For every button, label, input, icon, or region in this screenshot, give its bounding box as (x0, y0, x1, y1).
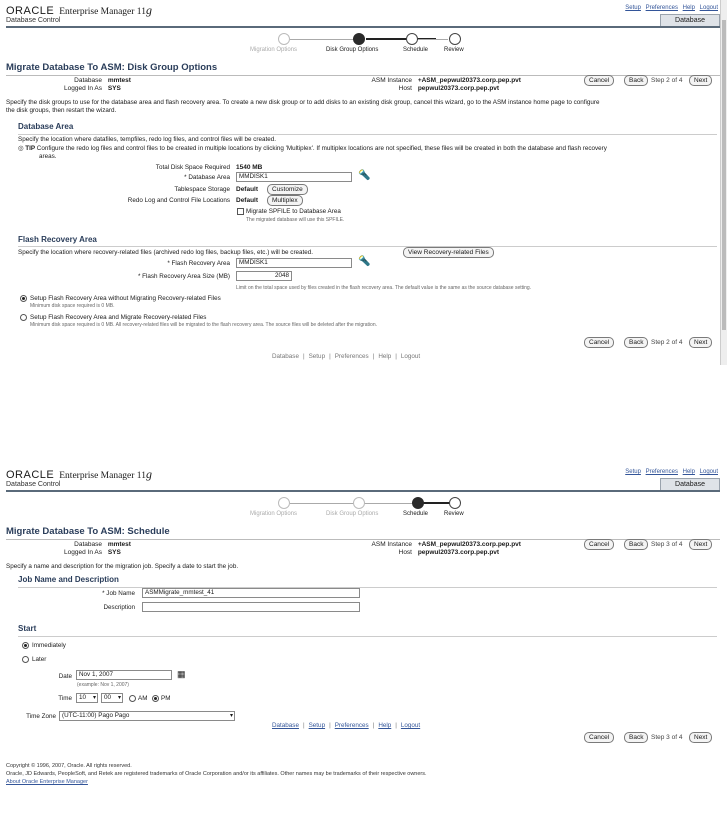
tab-database[interactable]: Database (660, 14, 720, 26)
host-info: Host pepwul20373.corp.pep.pvt (398, 549, 500, 556)
logout-link[interactable]: Logout (699, 469, 718, 475)
train-connector (418, 39, 448, 40)
tip-text: ◎ TIP Configure the redo log files and control files to be created in multiple locations by clicking 'Multiplex'. If multiplex locations are not specified, these files will be created in both the database and flash recovery (18, 145, 607, 152)
footer-help-link[interactable]: Help (378, 353, 392, 360)
cancel-button[interactable]: Cancel (584, 75, 614, 86)
time-zone-label: Time Zone (26, 713, 56, 720)
minute-select[interactable]: 00 ▾ (101, 693, 123, 703)
setup-fra-without-migrating-radio[interactable] (20, 295, 27, 302)
step-indicator: Step 2 of 4 (651, 77, 683, 84)
job-name-input[interactable]: ASMMigrate_mmtest_41 (142, 588, 360, 598)
flashlight-search-icon[interactable]: 🔦 (358, 170, 371, 181)
cancel-button[interactable]: Cancel (584, 539, 614, 550)
fra-location-label: * Flash Recovery Area (167, 260, 230, 267)
database-area-label: * Database Area (184, 174, 230, 181)
option-note: Minimum disk space required is 0 MB. All recovery-related files will be migrated to the flash recovery area. The source files will be deleted after the migration. (30, 322, 378, 328)
setup-link[interactable]: Setup (625, 469, 641, 475)
date-example: (example: Nov 1, 2007) (77, 682, 129, 688)
copyright-text: Copyright © 1996, 2007, Oracle. All rights reserved. (6, 763, 132, 769)
job-name-heading: Job Name and Description (18, 575, 119, 584)
fra-size-input[interactable]: 2048 (236, 271, 292, 281)
database-info: Database mmtest (74, 541, 131, 548)
tablespace-storage-value: Default (236, 186, 259, 193)
global-links (622, 469, 718, 475)
flashlight-search-icon[interactable]: 🔦 (358, 256, 371, 267)
multiplex-button[interactable]: Multiplex (267, 195, 303, 206)
oracle-logo: ORACLE Enterprise Manager 11g (6, 3, 152, 17)
setup-link[interactable]: Setup (625, 5, 641, 11)
train-step-migration-options-icon[interactable] (278, 33, 290, 45)
date-input[interactable]: Nov 1, 2007 (76, 670, 172, 680)
immediately-label: Immediately (32, 642, 66, 649)
spfile-note: The migrated database will use this SPFILE. (246, 217, 345, 223)
section-divider (18, 587, 717, 588)
header-divider (6, 490, 720, 492)
next-button[interactable]: Next (689, 75, 712, 86)
vertical-scrollbar[interactable] (720, 0, 727, 365)
footer-preferences-link[interactable]: Preferences (334, 353, 369, 360)
option-note: Minimum disk space required is 0 MB. (30, 303, 115, 309)
database-area-heading: Database Area (18, 122, 74, 131)
next-button[interactable]: Next (689, 337, 712, 348)
am-label: AM (138, 695, 148, 702)
calendar-icon[interactable]: ▦ (177, 669, 186, 679)
am-radio[interactable] (129, 695, 136, 702)
page-title: Migrate Database To ASM: Schedule (6, 526, 170, 537)
fra-location-input[interactable]: MMDISK1 (236, 258, 352, 268)
view-recovery-files-button[interactable]: View Recovery-related Files (403, 247, 494, 258)
fra-size-note: Limit on the total space used by files created in the flash recovery area. The default value is the same as the source database setting. (236, 285, 532, 291)
job-name-label: * Job Name (102, 590, 135, 597)
footer-database-link[interactable]: Database (272, 353, 299, 360)
train-label-disk-group-options: Disk Group Options (326, 47, 379, 53)
host-info: Host pepwul20373.corp.pep.pvt (398, 85, 500, 92)
preferences-link[interactable]: Preferences (645, 5, 678, 11)
tablespace-storage-label: Tablespace Storage (174, 186, 230, 193)
page-title: Migrate Database To ASM: Disk Group Options (6, 62, 218, 73)
time-label: Time (58, 695, 72, 702)
back-button[interactable]: Back (624, 337, 648, 348)
migrate-spfile-label: Migrate SPFILE to Database Area (246, 208, 341, 215)
section-divider (18, 636, 717, 637)
footer-help-link[interactable]: Help (378, 722, 392, 729)
help-link[interactable]: Help (682, 469, 695, 475)
footer-preferences-link[interactable]: Preferences (334, 722, 369, 729)
redo-log-locations-value: Default (236, 197, 259, 204)
asm-instance-info: ASM Instance +ASM_pepwul20373.corp.pep.pvt (371, 77, 521, 84)
trademark-text: Oracle, JD Edwards, PeopleSoft, and Retek are registered trademarks of Oracle Corporation and/or its affiliates. Other names may be trademarks of their respective owners. (6, 771, 427, 777)
about-link[interactable]: About Oracle Enterprise Manager (6, 779, 88, 785)
train-step-disk-group-options-icon (353, 33, 365, 45)
help-link[interactable]: Help (682, 5, 695, 11)
back-button[interactable]: Back (624, 732, 648, 743)
fra-size-label: * Flash Recovery Area Size (MB) (137, 273, 230, 280)
train-step-review-icon[interactable] (449, 33, 461, 45)
description-label: Description (103, 604, 135, 611)
global-links (622, 5, 718, 11)
step-indicator: Step 3 of 4 (651, 541, 683, 548)
train-step-schedule-icon[interactable] (406, 33, 418, 45)
schedule-screen (0, 464, 727, 822)
start-heading: Start (18, 624, 37, 633)
train-label-review[interactable]: Review (444, 47, 464, 53)
scrollbar-thumb[interactable] (722, 20, 726, 330)
next-button[interactable]: Next (689, 732, 712, 743)
train-connector (290, 39, 360, 40)
train-label-disk-group-options[interactable]: Disk Group Options (326, 511, 379, 517)
step-indicator: Step 2 of 4 (651, 339, 683, 346)
pm-radio[interactable] (152, 695, 159, 702)
train-step-migration-options-icon[interactable] (278, 497, 290, 509)
cancel-button[interactable]: Cancel (584, 337, 614, 348)
setup-fra-and-migrate-radio[interactable] (20, 314, 27, 321)
train-label-schedule: Schedule (403, 511, 429, 517)
disk-group-options-screen (0, 0, 727, 365)
total-disk-space-value: 1540 MB (236, 164, 263, 171)
footer-logout-link[interactable]: Logout (400, 722, 421, 729)
immediately-radio[interactable] (22, 642, 29, 649)
header (0, 464, 727, 494)
footer-logout-link[interactable]: Logout (400, 353, 421, 360)
next-button[interactable]: Next (689, 539, 712, 550)
later-label: Later (32, 656, 47, 663)
app-subtitle: Database Control (6, 17, 61, 24)
header (0, 0, 727, 30)
intro-text: Specify the disk groups to use for the database area and flash recovery area. To create a new disk group or to add disks to an existing disk group, cancel this wizard, go to the ASM instance home page to configure (6, 99, 600, 106)
train-step-schedule-icon (412, 497, 424, 509)
back-button[interactable]: Back (624, 539, 648, 550)
logged-in-info: Logged In As SYS (64, 549, 121, 556)
description-input[interactable] (142, 602, 360, 612)
title-divider (6, 75, 720, 76)
footer-setup-link[interactable]: Setup (308, 353, 326, 360)
tip-icon: ◎ (18, 145, 26, 152)
setup-fra-and-migrate-label: Setup Flash Recovery Area and Migrate Recovery-related Files (30, 314, 207, 321)
section-divider (18, 134, 717, 135)
section-divider (18, 246, 717, 247)
migrate-spfile-checkbox[interactable] (237, 208, 244, 215)
logout-link[interactable]: Logout (699, 5, 718, 11)
train-step-disk-group-options-icon[interactable] (353, 497, 365, 509)
logged-in-info: Logged In As SYS (64, 85, 121, 92)
time-zone-select[interactable]: (UTC-11:00) Pago Pago ▾ (59, 711, 235, 721)
total-disk-space-label: Total Disk Space Required (155, 164, 230, 171)
cancel-button[interactable]: Cancel (584, 732, 614, 743)
train-label-migration-options[interactable]: Migration Options (250, 47, 298, 53)
customize-button[interactable]: Customize (267, 184, 308, 195)
dropdown-arrow-icon: ▾ (117, 695, 121, 701)
tab-database[interactable]: Database (660, 478, 720, 490)
fra-description: Specify the location where recovery-related files (archived redo log files, backup files, etc.) will be created. (18, 249, 314, 256)
database-info: Database mmtest (74, 77, 131, 84)
footer-database-link[interactable]: Database (272, 722, 299, 729)
wizard-train (0, 32, 727, 58)
title-divider (6, 539, 720, 540)
hour-select[interactable]: 10 ▾ (76, 693, 98, 703)
database-area-input[interactable]: MMDISK1 (236, 172, 352, 182)
dropdown-arrow-icon: ▾ (229, 713, 233, 719)
oracle-logo: ORACLE Enterprise Manager 11g (6, 467, 152, 481)
setup-fra-without-migrating-label: Setup Flash Recovery Area without Migrating Recovery-related Files (30, 295, 221, 302)
app-subtitle: Database Control (6, 481, 61, 488)
footer-setup-link[interactable]: Setup (308, 722, 326, 729)
database-area-description: Specify the location where datafiles, tempfiles, redo log files, and control files will be created. (18, 136, 276, 143)
footer-links: Database | Setup | Preferences | Help | Logout (272, 353, 421, 360)
intro-text: Specify a name and description for the migration job. Specify a date to start the job. (6, 563, 239, 570)
pm-label: PM (161, 695, 171, 702)
header-divider (6, 26, 720, 28)
date-label: Date (58, 673, 72, 680)
preferences-link[interactable]: Preferences (645, 469, 678, 475)
redo-log-locations-label: Redo Log and Control File Locations (127, 197, 230, 204)
dropdown-arrow-icon: ▾ (92, 695, 96, 701)
later-radio[interactable] (22, 656, 29, 663)
back-button[interactable]: Back (624, 75, 648, 86)
wizard-train (0, 496, 727, 522)
train-label-schedule[interactable]: Schedule (403, 47, 429, 53)
train-step-review-icon[interactable] (449, 497, 461, 509)
footer-links: Database | Setup | Preferences | Help | Logout (272, 722, 421, 729)
train-label-review[interactable]: Review (444, 511, 464, 517)
tip-text: areas. (39, 153, 57, 160)
train-label-migration-options[interactable]: Migration Options (250, 511, 298, 517)
asm-instance-info: ASM Instance +ASM_pepwul20373.corp.pep.pvt (371, 541, 521, 548)
flash-recovery-area-heading: Flash Recovery Area (18, 235, 97, 244)
step-indicator: Step 3 of 4 (651, 734, 683, 741)
intro-text: the disk groups, then restart the wizard. (6, 107, 117, 114)
